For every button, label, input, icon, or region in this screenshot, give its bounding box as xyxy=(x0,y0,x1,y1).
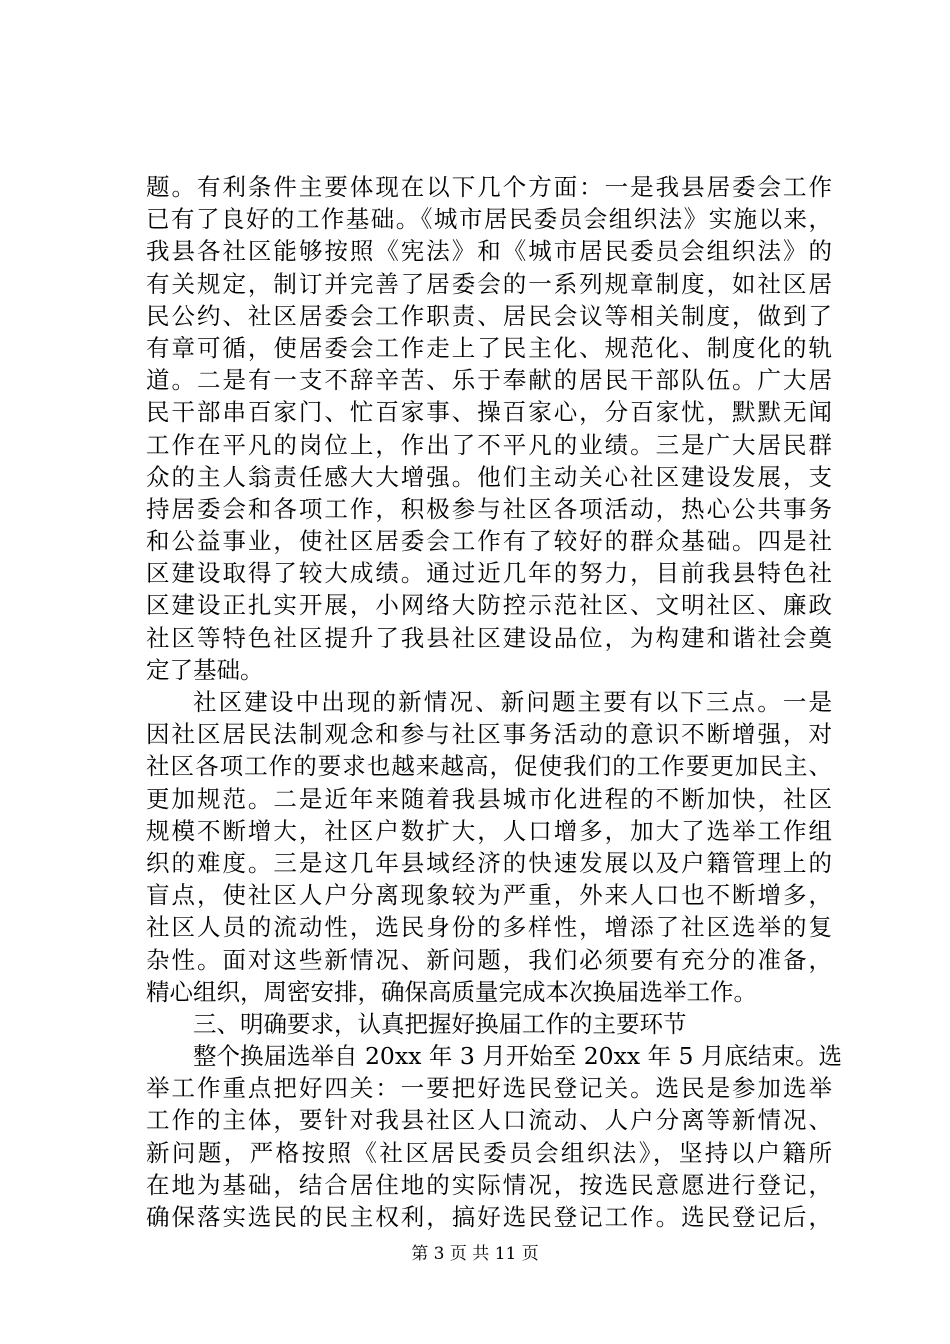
text-line: 区建设正扎实开展，小网络大防控示范社区、文明社区、廉政 xyxy=(146,591,832,620)
body-text xyxy=(146,171,842,1233)
text-line: 持居委会和各项工作，积极参与社区各项活动，热心公共事务 xyxy=(146,494,832,523)
text-line: 因社区居民法制观念和参与社区事务活动的意识不断增强，对 xyxy=(146,720,832,749)
text-line: 社区建设中出现的新情况、新问题主要有以下三点。一是 xyxy=(193,688,832,716)
text-line: 工作的主体，要针对我县社区人口流动、人户分离等新情况、 xyxy=(146,1106,832,1135)
text-line: 民干部串百家门、忙百家事、操百家心，分百家忧，默默无闻 xyxy=(146,398,832,427)
text-line: 三、明确要求，认真把握好换届工作的主要环节 xyxy=(193,1009,687,1038)
text-line: 有关规定，制订并完善了居委会的一系列规章制度，如社区居 xyxy=(146,269,832,298)
text-line: 举工作重点把好四关：一要把好选民登记关。选民是参加选举 xyxy=(146,1074,832,1103)
text-line: 我县各社区能够按照《宪法》和《城市居民委员会组织法》的 xyxy=(146,237,832,266)
text-line: 社区人员的流动性，选民身份的多样性，增添了社区选举的复 xyxy=(146,913,832,942)
text-line: 精心组织，周密安排，确保高质量完成本次换届选举工作。 xyxy=(146,977,757,1006)
text-line: 确保落实选民的民主权利，搞好选民登记工作。选民登记后， xyxy=(146,1203,832,1231)
text-line: 规模不断增大，社区户数扩大，人口增多，加大了选举工作组 xyxy=(146,816,832,845)
text-line: 整个换届选举自 20xx 年 3 月开始至 20xx 年 5 月底结束。选 xyxy=(193,1042,842,1071)
text-line: 众的主人翁责任感大大增强。他们主动关心社区建设发展，支 xyxy=(146,462,832,491)
text-line: 织的难度。三是这几年县域经济的快速发展以及户籍管理上的 xyxy=(146,848,832,877)
text-line: 更加规范。二是近年来随着我县城市化进程的不断加快，社区 xyxy=(146,784,832,813)
text-line: 杂性。面对这些新情况、新问题，我们必须要有充分的准备， xyxy=(146,945,832,974)
text-line: 民公约、社区居委会工作职责、居民会议等相关制度，做到了 xyxy=(146,301,832,330)
text-line: 有章可循，使居委会工作走上了民主化、规范化、制度化的轨 xyxy=(146,333,832,362)
text-line: 定了基础。 xyxy=(146,655,264,684)
text-line: 社区等特色社区提升了我县社区建设品位，为构建和谐社会奠 xyxy=(146,623,832,652)
text-line: 盲点，使社区人户分离现象较为严重，外来人口也不断增多， xyxy=(146,881,832,910)
text-line: 区建设取得了较大成绩。通过近几年的努力，目前我县特色社 xyxy=(146,559,832,588)
text-line: 在地为基础，结合居住地的实际情况，按选民意愿进行登记， xyxy=(146,1170,832,1199)
text-line: 已有了良好的工作基础。《城市居民委员会组织法》实施以来， xyxy=(146,205,832,234)
text-line: 工作在平凡的岗位上，作出了不平凡的业绩。三是广大居民群 xyxy=(146,430,832,459)
text-line: 和公益事业，使社区居委会工作有了较好的群众基础。四是社 xyxy=(146,527,832,556)
page-footer: 第 3 页 共 11 页 xyxy=(411,1244,539,1264)
text-line: 道。二是有一支不辞辛苦、乐于奉献的居民干部队伍。广大居 xyxy=(146,366,832,395)
text-line: 题。有利条件主要体现在以下几个方面：一是我县居委会工作 xyxy=(146,173,832,201)
text-line: 社区各项工作的要求也越来越高，促使我们的工作要更加民主、 xyxy=(146,752,832,781)
text-line: 新问题，严格按照《社区居民委员会组织法》，坚持以户籍所 xyxy=(146,1138,832,1167)
